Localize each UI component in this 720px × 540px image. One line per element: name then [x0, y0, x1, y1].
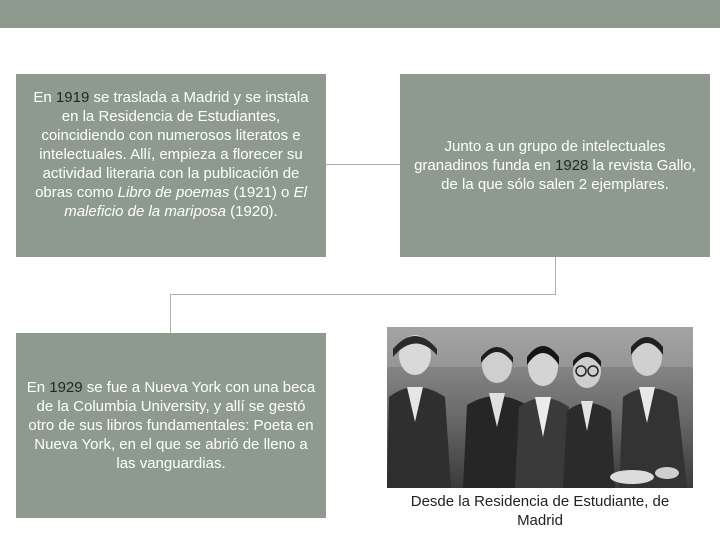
group-photo-image: [387, 327, 693, 488]
work-libro-de-poemas: Libro de poemas: [117, 184, 230, 201]
box-1929-text: En 1929 se fue a Nueva York con una beca de la Columbia University, y allí se gestó otro de sus libros fundamentales: Poeta en Nueva York, en el que se abrió de lleno a las vanguardias.: [26, 379, 316, 472]
year-1928: 1928: [555, 157, 589, 174]
timeline-box-1929: [16, 333, 326, 518]
box-1919-text: En 1919 se traslada a Madrid y se instala en la Residencia de Estudiantes, coincidiendo con numerosos literatos e intelectuales. Allí, empieza a florecer su actividad literaria con la publicación de obras como Libro de poemas (1921) o El maleficio de la mariposa (1920).: [33, 89, 309, 220]
connector-h1: [326, 164, 400, 165]
year-1919: 1919: [55, 89, 90, 106]
timeline-box-1928: [400, 74, 710, 257]
work-el-maleficio: El maleficio de la mariposa: [64, 184, 307, 220]
connector-v2: [170, 294, 171, 333]
connector-v1: [555, 257, 556, 295]
timeline-box-1919: [16, 74, 326, 257]
connector-h2: [170, 294, 556, 295]
year-1929: 1929: [49, 379, 83, 396]
box-1928-text: Junto a un grupo de intelectuales granadinos funda en 1928 la revista Gallo, de la que sólo salen 2 ejemplares.: [414, 138, 696, 193]
photo-caption: Desde la Residencia de Estudiante, de Madrid: [410, 493, 670, 529]
group-photo: [387, 327, 693, 488]
top-banner: [0, 0, 720, 28]
